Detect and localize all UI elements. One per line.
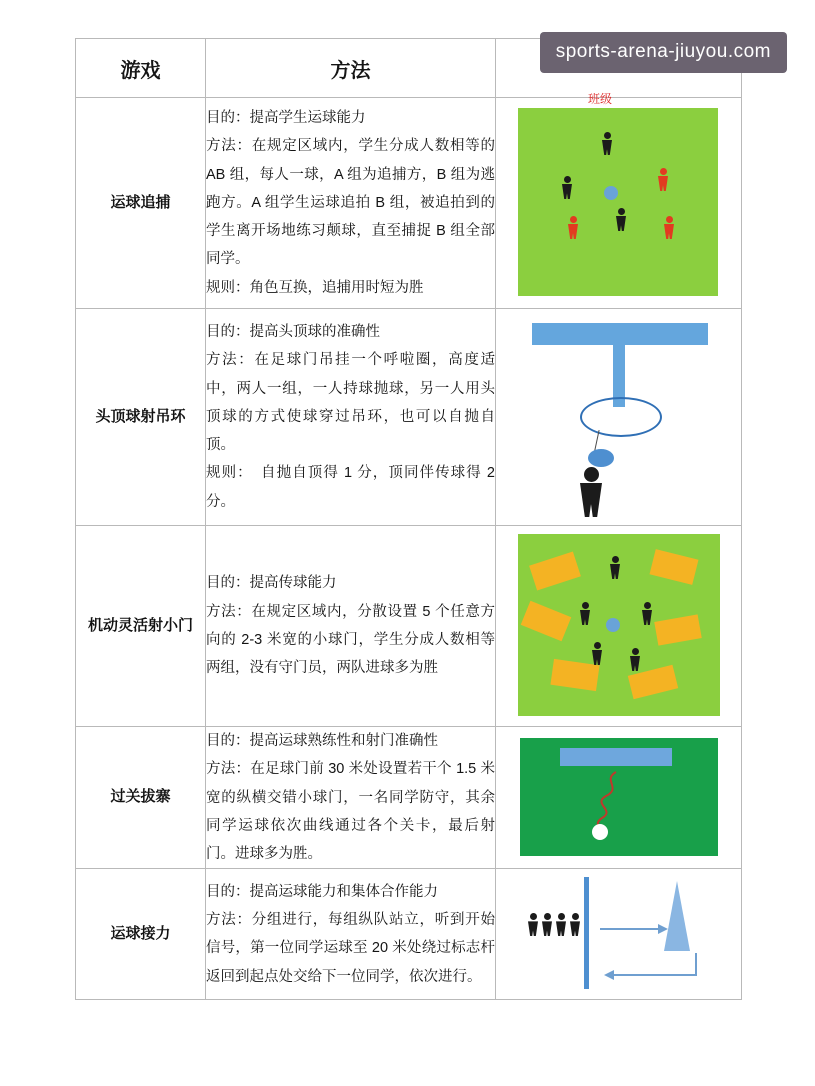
game-figure (496, 309, 742, 526)
game-figure (496, 869, 742, 1000)
figure-relay (496, 869, 742, 999)
table-row (76, 98, 742, 309)
player-figure (630, 648, 640, 671)
game-method: 目的：提高运球熟练性和射门准确性 方法：在足球门前 30 米处设置若干个 1.5 米宽的纵横交错小球门，一名同学防守，其余同学运球依次曲线通过各个关卡，最后射门。进球多为胜。 (206, 727, 496, 869)
figure-slalom-shooting (496, 728, 742, 868)
player-figure (642, 602, 652, 625)
marker-cone-icon (664, 881, 690, 951)
field-area (518, 108, 718, 296)
player-figure (568, 216, 578, 239)
player-figure (610, 556, 620, 579)
figure-caption: 班级 (588, 92, 613, 106)
figure-mini-goals (496, 526, 742, 726)
game-name: 运球追捕 (76, 98, 206, 309)
game-name: 运球接力 (76, 869, 206, 1000)
game-method: 目的：提高头顶球的准确性 方法：在足球门吊挂一个呼啦圈，高度适中，两人一组，一人持球抛球，另一人用头顶球的方式使球穿过吊环，也可以自抛自顶。 规则： 自抛自顶得 1 分，顶同伴传球得 2 分。 (206, 309, 496, 526)
header-method: 方法 (206, 39, 496, 98)
games-table (75, 38, 742, 1000)
player-figure (664, 216, 674, 239)
header-game: 游戏 (76, 39, 206, 98)
game-method: 目的：提高学生运球能力 方法：在规定区域内，学生分成人数相等的 AB 组，每人一球，A 组为追捕方，B 组为逃跑方。A 组学生运球追拍 B 组，被追拍到的学生离开场地练习颠球，直至捕捉 B 组全部同学。 规则：角色互换，追捕用时短为胜 (206, 98, 496, 309)
arrow-right-icon (600, 921, 670, 937)
table-row (76, 869, 742, 1000)
player-figure (592, 642, 602, 665)
game-method: 目的：提高运球能力和集体合作能力 方法：分组进行，每组纵队站立，听到开始信号，第一位同学运球至 20 米处绕过标志杆返回到起点处交给下一位同学，依次进行。 (206, 869, 496, 1000)
game-figure (496, 727, 742, 869)
figure-header-hoop (496, 309, 742, 525)
game-name: 机动灵活射小门 (76, 526, 206, 727)
player-figure (570, 913, 580, 936)
player-figure (580, 467, 602, 517)
goal-crossbar (532, 323, 708, 345)
player-figure (658, 168, 668, 191)
game-name: 头顶球射吊环 (76, 309, 206, 526)
hula-hoop-icon (580, 397, 662, 437)
table-row (76, 727, 742, 869)
arrow-return-icon (600, 951, 700, 987)
ball-icon (588, 449, 614, 467)
start-line (584, 877, 589, 989)
player-figure (580, 602, 590, 625)
figure-dribble-chase (496, 92, 742, 308)
player-figure (556, 913, 566, 936)
watermark-label: sports-arena-jiuyou.com (540, 32, 787, 73)
player-figure (542, 913, 552, 936)
game-name: 过关拔寨 (76, 727, 206, 869)
goal-icon (560, 748, 672, 766)
table-row (76, 309, 742, 526)
dribble-path-icon (582, 770, 642, 840)
player-figure (616, 208, 626, 231)
game-method: 目的：提高传球能力 方法：在规定区域内，分散设置 5 个任意方向的 2-3 米宽的小球门，学生分成人数相等两组，没有守门员，两队进球多为胜 (206, 526, 496, 727)
game-figure (496, 92, 742, 309)
ball-icon (606, 618, 620, 632)
game-figure (496, 526, 742, 727)
ball-icon (604, 186, 618, 200)
ball-icon (592, 824, 608, 840)
player-figure (562, 176, 572, 199)
table-row (76, 526, 742, 727)
player-figure (528, 913, 538, 936)
player-figure (602, 132, 612, 155)
